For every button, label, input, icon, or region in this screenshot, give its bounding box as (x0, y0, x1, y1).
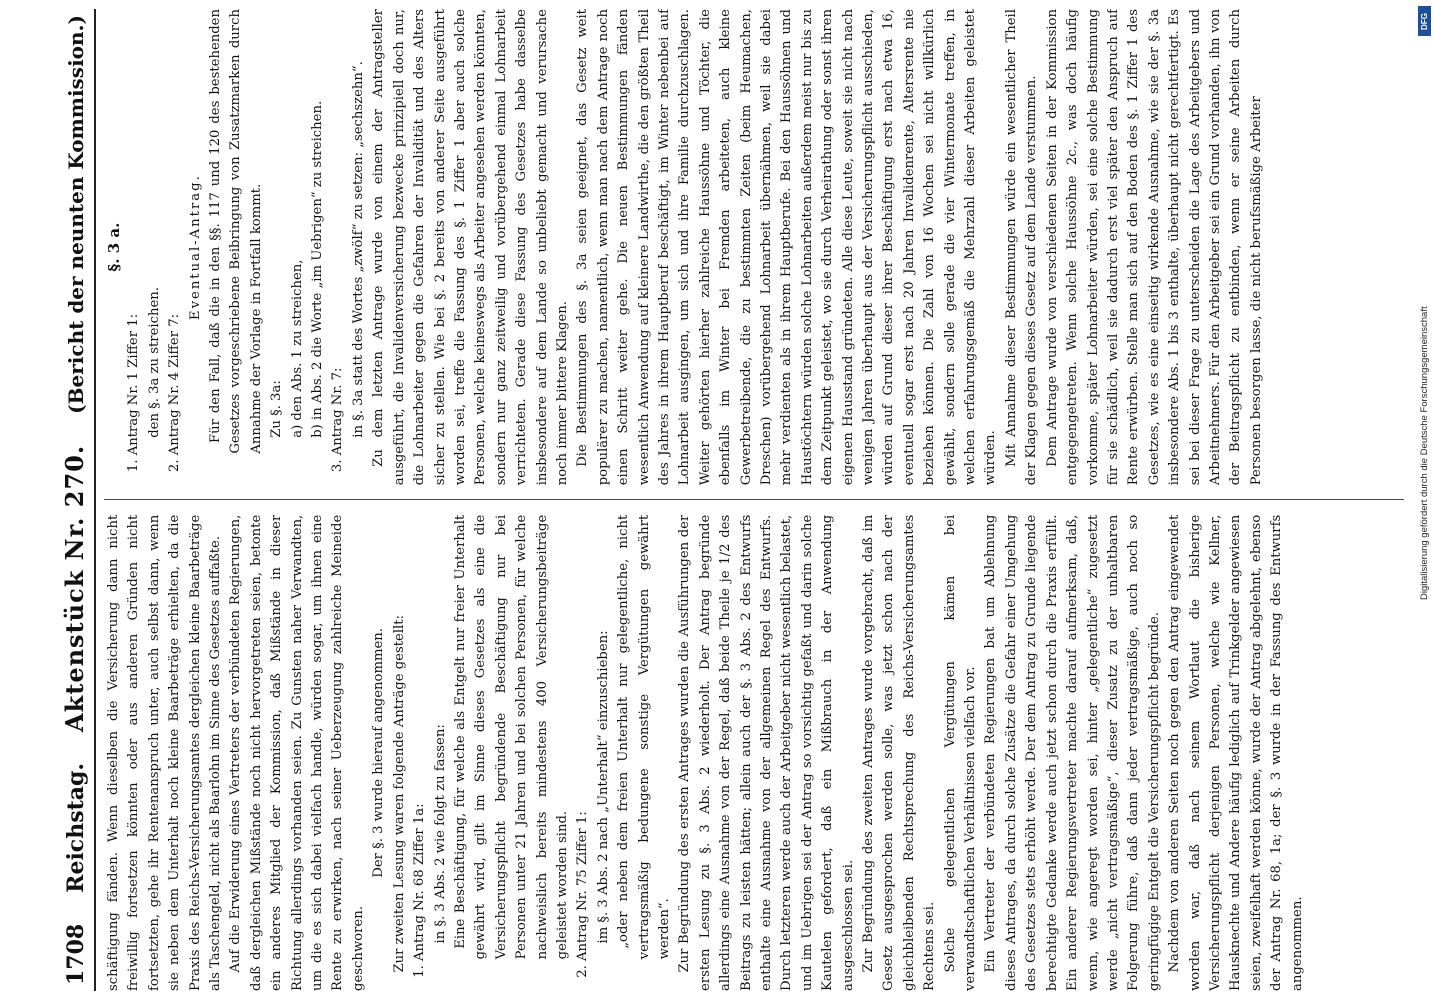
header-left-title: Reichstag. (63, 762, 89, 893)
paragraph: Ein Vertreter der verbündeten Regierungen bat um Ablehnung dieses Antrages, da durch solche Zusätze die Gefahr einer Umgehung des Gesetzes stets erhöht werde. Der dem Antrag zu Grunde liegende berechtigte Gedanke werde auch jetzt schon durch die Praxis erfüllt. Ein anderer Regierungsvertreter machte darauf aufmerksam, daß, wenn, wie angeregt worden sei, hinter „gelegentliche“ zugesetzt werde „nicht vertragsmäßige“, dieser Zusatz zu der unhaltbaren Folgerung führe, daß dann jeder vertragsmäßige, auch noch so geringfügige Entgelt die Versicherungspflicht begründe. (983, 514, 1162, 991)
motion-item: 2. Antrag Nr. 4 Ziffer 7: (167, 313, 183, 473)
dfg-logo (1418, 6, 1431, 36)
paragraph: Zur Begründung des zweiten Antrages wurde vorgebracht, daß im Gesetz ausgesprochen werden solle, was jetzt schon nach der gleichbleibenden Rechtsprechung des Reichs-Versicherungsamtes Rechtens sei. (861, 514, 938, 991)
paragraph: Dem Antrage wurde von verschiedenen Seiten in der Kommission entgegengetreten. Wenn solche Haussöhne 2c., was doch häufig vorkomme, später Lohnarbeiter würden, sei eine solche Bestimmung für sie schädlich, weil sie dadurch erst viel später den Anspruch auf Rente erwürben. Stelle man sich auf den Boden des §. 1 Ziffer 1 des Gesetzes, wie es eine einseitig wirkende Ausnahme, wie sie der §. 3a insbesondere Abs. 1 bis 3 enthalte, überhaupt nicht gerechtfertigt. Es sei bei dieser Frage zu unterscheiden die Lage des Arbeitgebers und Arbeitnehmers. Für den Arbeitgeber sei ein Grund vorhanden, ihn von der Beitragspflicht zu entbinden, wenn er seine Arbeiten durch Personen besorgen lasse, die nicht berufsmäßige Arbeiter (1044, 9, 1264, 486)
digitization-note: Digitalisierung gefördert durch die Deutsche Forschungsgemeinschaft (1419, 306, 1430, 600)
paragraph: Der §. 3 wurde hierauf angenommen. (371, 628, 387, 878)
paragraph: Nachdem von anderen Seiten noch gegen den Antrag eingewendet worden war, daß nach seinem Wortlaut die bisherige Versicherungspflicht derjenigen Personen, welche wie Kellner, Hausknechte und Andere häufig lediglich auf Trinkgelder angewiesen seien, zweifelhaft werden könne, wurde der Antrag abgelehnt, ebenso der Antrag Nr. 68, 1a; der §. 3 wurde in der Fassung des Entwurfs angenommen. (1167, 514, 1305, 991)
paragraph: Mit Annahme dieser Bestimmungen würde ein wesentlicher Theil der Klagen gegen dieses Gesetz auf dem Lande verstummen. (1003, 9, 1040, 486)
motion-item: 3. Antrag Nr. 7: (330, 367, 346, 473)
motion-text: b) in Abs. 2 die Worte „im Uebrigen“ zu streichen. (310, 100, 326, 438)
motion-quote: Eine Beschäftigung, für welche als Entgelt nur freier Unterhalt gewährt wird, gilt im Sinne dieses Gesetzes als eine die Versicherungspflicht begründende Beschäftigung nur bei Personen unter 21 Jahren und bei solchen Personen, für welche nachweislich bereits mindestens 400 Versicherungsbeiträge geleistet worden sind. (452, 514, 570, 960)
paragraph: Zu dem letzten Antrage wurde von einem der Antragsteller ausgeführt, die Invalidenversicherung bezwecke prinzipiell doch nur, die Lohnarbeiter gegen die Gefahren der Invalidität und des Alters sicher zu stellen. Wie bei §. 2 bereits von anderer Seite ausgeführt worden sei, treffe die Fassung des §. 1 Ziffer 1 aber auch solche Personen, welche keineswegs als Arbeiter angesehen werden könnten, sondern nur ganz zeitweilig und vorübergehend einmal Lohnarbeit verrichteten. Gerade diese Fassung des Gesetzes habe dasselbe insbesondere auf dem Lande so unbeliebt gemacht und verursache noch immer bittere Klagen. (371, 9, 570, 486)
section-heading: §. 3 a. (105, 222, 123, 272)
page-number: 1708 (63, 923, 89, 985)
column-divider (104, 485, 1404, 514)
motion-item: 1. Antrag Nr. 1 Ziffer 1: (126, 313, 142, 473)
motion-text: a) den Abs. 1 zu streichen, (289, 259, 305, 438)
right-column (104, 9, 1404, 485)
left-column (104, 515, 1404, 991)
paragraph: Zur zweiten Lesung waren folgende Anträge gestellt: (391, 615, 407, 973)
paragraph: Auf die Erwiderung eines Vertreters der verbündeten Regierungen, daß dergleichen Mißstände noch nicht hervorgetreten seien, betonte ein anderes Mitglied der Kommission, daß Mißstände in dieser Richtung allerdings vorhanden seien. Zu Gunsten naher Verwandten, um die es sich dabei vielfach handle, würden sogar, um ihnen eine Rente zu erwirken, nach seiner Ueberzeugung zahlreiche Meineide geschworen. (228, 514, 366, 991)
motion-text: Zu §. 3a: (269, 380, 285, 438)
text-columns (104, 9, 1404, 991)
paragraph: schäftigung fänden. Wenn dieselben die Versicherung dann nicht freiwillig fortsetzen könnten oder aus anderen Gründen nicht fortsetzten, gehe ihr Rentenanspruch unter, auch selbst dann, wenn sie neben dem Unterhalt noch kleine Baarbeträge erhielten, da die Praxis des Reichs-Versicherungsamtes dergleichen kleine Baarbeträge als Taschengeld, nicht als Baarlohn im Sinne des Gesetzes auffaßte. (106, 514, 224, 991)
rotated-page-content (60, 5, 1405, 995)
motion-text: in §. 3 Abs. 2 wie folgt zu fassen: (432, 724, 448, 944)
dfg-logo-text: DFG (1420, 12, 1430, 30)
motion-subheading: Eventual-Antrag. (187, 174, 203, 321)
motion-text: im §. 3 Abs. 2 nach „Unterhalt“ einzuschieben: (595, 630, 611, 944)
paragraph: Solche gelegentlichen Vergütungen kämen bei verwandtschaftlichen Verhältnissen vielfach vor. (942, 514, 979, 991)
paragraph: Zur Begründung des ersten Antrages wurden die Ausführungen der ersten Lesung zu §. 3 Abs. 2 wiederholt. Der Antrag begründe allerdings eine Ausnahme von der Regel, daß beide Theile je 1/2 des Beitrags zu leisten hätten; allein auch der §. 3 Abs. 2 des Entwurfs enthalte eine Ausnahme von der allgemeinen Regel des Entwurfs. Durch letzteren werde auch der Arbeitgeber nicht wesentlich belastet, und im Uebrigen sei der Antrag so vorsichtig gefaßt und darin solche Kautelen gefordert, daß ein Mißbrauch in der Anwendung ausgeschlossen sei. (677, 514, 856, 991)
motion-item: 2. Antrag Nr. 75 Ziffer 1: (575, 811, 591, 978)
motion-text: den §. 3a zu streichen. (146, 287, 162, 438)
page-header (60, 9, 96, 991)
motion-quote: Für den Fall, daß die in den §§. 117 und 120 des bestehenden Gesetzes vorgeschriebene Beibringung von Zusatzmarken durch Annahme der Vorlage in Fortfall kommt. (208, 9, 264, 454)
header-document-number: Aktenstück Nr. 270. (60, 444, 89, 733)
motion-quote: „oder neben dem freien Unterhalt nur gelegentliche, nicht vertragsmäßig bedungene sonstige Vergütungen gewährt werden“. (616, 514, 672, 960)
paragraph: Die Bestimmungen des §. 3a seien geeignet, das Gesetz weit populärer zu machen, namentlich, wenn man nach dem Antrage noch einen Schritt weiter gehe. Die neuen Bestimmungen fänden wesentlich Anwendung auf kleinere Landwirthe, die den größten Theil des Jahres in ihrem Hauptberuf beschäftigt, im Winter nebenbei auf Lohnarbeit ausgingen, um sich und ihre Familie durchzuschlagen. Weiter gehörten hierher zahlreiche Haussöhne und Töchter, die ebenfalls im Winter bei Fremden arbeiteten, auch kleine Gewerbetreibende, die zu bestimmten Zeiten (beim Heumachen, Dreschen) vorübergehend Lohnarbeit übernähmen, weil sie dabei mehr verdienten als in ihrem Hauptberufe. Bei den Haussöhnen und Haustöchtern würden solche Lohnarbeiten außerdem meist nur bis zu dem Zeitpunkt geleistet, wo sie durch Verheirathung oder sonst ihren eigenen Hausstand gründeten. Alle diese Leute, soweit sie nicht nach wenigen Jahren überhaupt aus der Versicherungspflicht ausschieden, würden auf Grund dieser ihrer Beschäftigung erst nach etwa 16, eventuell sogar erst nach 20 Jahren Invalidenrente, Altersrente nie beziehen können. Die Zahl von 16 Wochen sei nicht willkürlich gewählt, sondern solle gerade die vier Wintermonate treffen, in welchen erfahrungsgemäß die Mehrzahl dieser Arbeiten geleistet würden. (575, 9, 999, 486)
motion-text: in §. 3a statt des Wortes „zwölf“ zu setzen: „sechszehn“. (350, 61, 366, 438)
motion-item: 1. Antrag Nr. 68 Ziffer 1a: (412, 803, 428, 978)
header-right-title: (Bericht der neunten Kommission.) (64, 15, 88, 414)
